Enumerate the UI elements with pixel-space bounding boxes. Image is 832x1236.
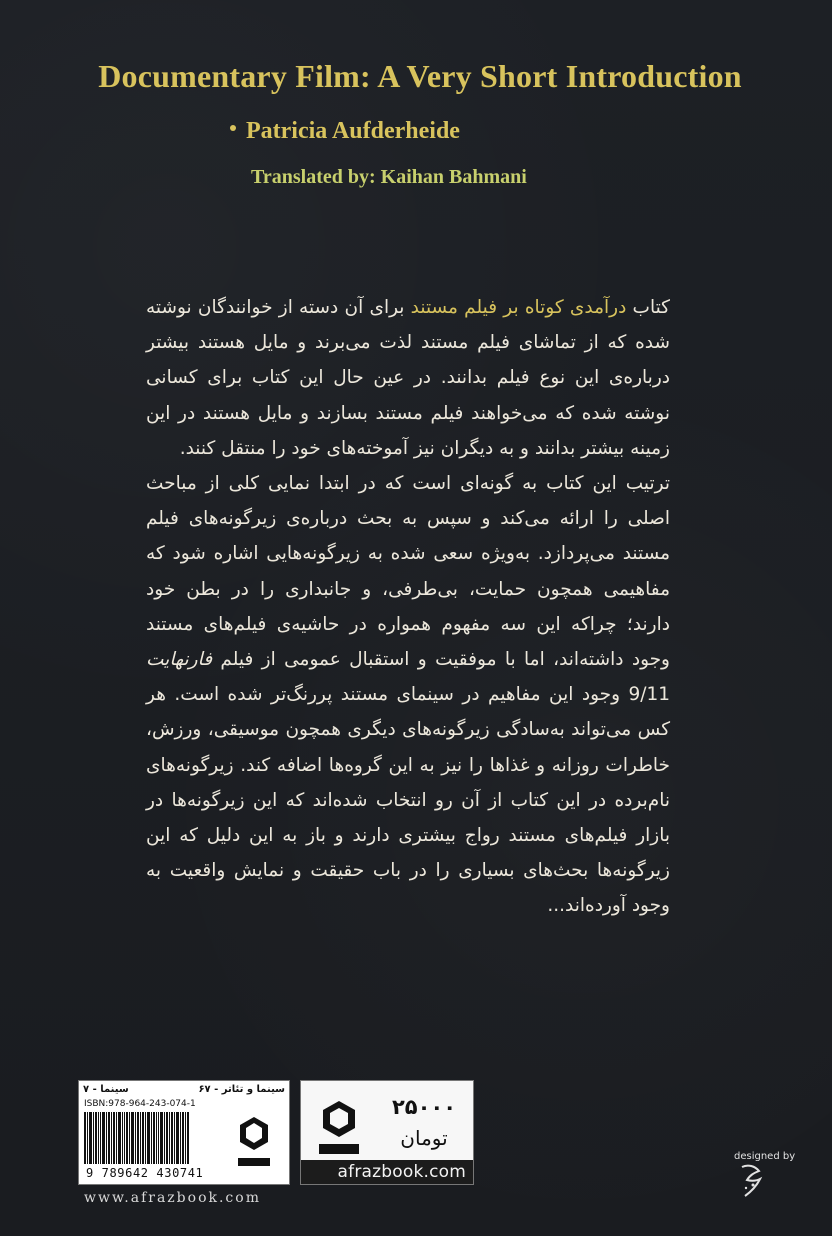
series-labels bbox=[83, 1084, 285, 1095]
publisher-logo-icon bbox=[229, 1113, 279, 1169]
author-row bbox=[230, 118, 460, 145]
barcode-number: 9 789642 430741 bbox=[86, 1166, 204, 1180]
english-book-title: Documentary Film: A Very Short Introduction bbox=[98, 58, 742, 94]
price-currency: تومان bbox=[400, 1126, 448, 1150]
price-amount: ۲۵۰۰۰ bbox=[391, 1095, 457, 1119]
designer-signature-icon bbox=[737, 1163, 765, 1199]
paragraph-2-part-1: ترتیب این کتاب به گونه‌ای است که در ابتدا نمایی کلی از مباحث اصلی را ارائه می‌کند و سپس به بحث درباره‌ی زیرگونه‌های فیلم مستند می‌پردازد. به‌ویژه سعی شده به زیرگونه‌هایی اشاره شود که مفاهیمی همچون حمایت، بی‌طرفی، و جانبداری را در بطن خود دارند؛ چراکه این سه مفهوم همواره در حاشیه‌ی فیلم‌های مستند وجود داشته‌اند، اما با موفقیت و استقبال عمومی از فیلم bbox=[146, 473, 670, 671]
isbn-text: ISBN:978-964-243-074-1 bbox=[84, 1099, 196, 1109]
series-left-label: سینما - ۷ bbox=[83, 1084, 129, 1095]
translator-line: Translated by: Kaihan Bahmani bbox=[251, 166, 527, 188]
paragraph-1-suffix: برای آن دسته از خوانندگان نوشته شده که از تماشای فیلم مستند لذت می‌برند و مایل هستند بیشتر درباره‌ی این نوع فیلم بدانند. در عین حال این کتاب برای کسانی نوشته شده که می‌خواهند فیلم مستند بسازند و مایل هستند در این زمینه بیشتر بدانند و به دیگران نیز آموخته‌های خود را منتقل کنند. bbox=[146, 297, 670, 459]
series-right-label: سینما و تئاتر - ۶۷ bbox=[198, 1084, 285, 1095]
author-name: Patricia Aufderheide bbox=[246, 118, 460, 144]
paragraph-2-part-2: 9/11 وجود این مفاهیم در سینمای مستند پررنگ‌تر شده است. هر کس می‌تواند به‌سادگی زیرگونه‌های دیگری همچون موسیقی، ورزش، خاطرات روزانه و غذاها را نیز به این گروه‌ها اضافه کند. زیرگونه‌های نام‌برده در این کتاب از آن رو انتخاب شده‌اند که این زیرگونه‌ها در بازار فیلم‌های مستند رواج بیشتری دارند و باز به این دلیل که این زیرگونه‌ها بحث‌های بسیاری را در باب حقیقت و نمایش واقعیت به وجود آورده‌اند... bbox=[146, 684, 670, 917]
description-paragraph-1 bbox=[146, 290, 670, 466]
publisher-website: www.afrazbook.com bbox=[84, 1190, 261, 1206]
publisher-logo-icon bbox=[311, 1097, 367, 1159]
persian-description bbox=[146, 290, 670, 924]
price-website: afrazbook.com bbox=[301, 1160, 473, 1184]
film-title-italic: فارنهایت bbox=[146, 649, 213, 671]
description-paragraph-2 bbox=[146, 466, 670, 924]
highlighted-book-title: درآمدی کوتاه بر فیلم مستند bbox=[410, 297, 627, 318]
designed-by-label: designed by bbox=[734, 1151, 796, 1162]
barcode-label bbox=[78, 1080, 290, 1185]
price-tag bbox=[300, 1080, 474, 1185]
paragraph-1-prefix: کتاب bbox=[626, 297, 670, 318]
author-bullet-icon bbox=[230, 125, 236, 131]
barcode-icon bbox=[84, 1112, 224, 1164]
